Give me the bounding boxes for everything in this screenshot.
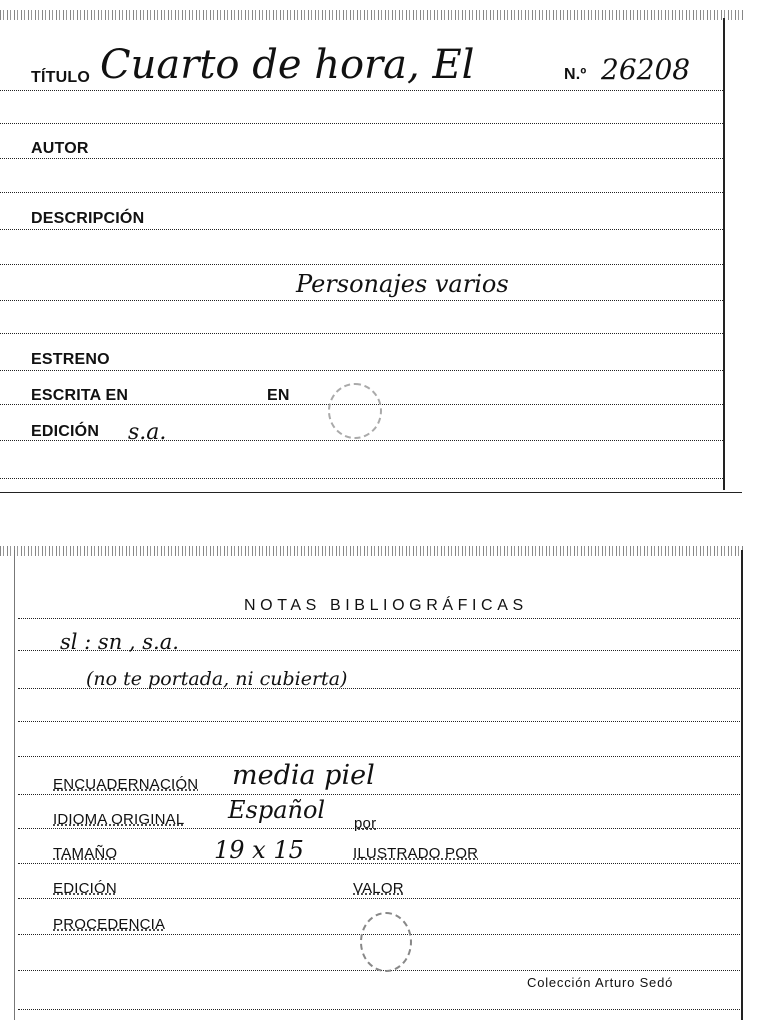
handwritten-number: 26208 [601,53,691,86]
label-descripcion: DESCRIPCIÓN [31,210,145,227]
stamp-mark [328,383,382,439]
stamp-mark [360,912,412,972]
label-edicion: EDICIÓN [31,423,100,440]
label-valor: VALOR [353,880,404,897]
handwritten-title: Cuarto de hora, El [100,42,475,88]
label-encuadernacion: ENCUADERNACIÓN [53,776,199,793]
label-tamano: TAMAÑO [53,845,118,862]
handwritten-binding: media piel [232,760,375,791]
rule [18,863,740,864]
rule [18,794,740,795]
footer-collection: Colección Arturo Sedó [527,975,674,990]
rule [0,158,723,159]
scan-noise [0,546,745,556]
rule [0,333,723,334]
handwritten-language: Español [228,796,326,824]
label-escrita-en: ESCRITA EN [31,387,129,404]
catalog-card-bottom [0,540,759,1028]
label-titulo: TÍTULO [31,69,90,86]
rule [18,1009,740,1010]
rule [18,618,740,619]
scan-noise [0,10,745,20]
rule [18,898,740,899]
rule [0,123,723,124]
label-autor: AUTOR [31,140,89,157]
card-left-edge [14,550,15,1020]
rule [18,828,740,829]
rule [0,192,723,193]
handwritten-note-1: sl : sn , s.a. [60,630,179,654]
handwritten-edition: s.a. [128,420,167,445]
rule [0,300,723,301]
rule [0,478,723,479]
rule [0,440,723,441]
card-bottom-edge [0,492,742,493]
card-right-edge [723,18,725,490]
label-idioma: IDIOMA ORIGINAL [53,811,185,828]
handwritten-note-2: (no te portada, ni cubierta) [86,668,348,690]
rule [18,756,740,757]
label-procedencia: PROCEDENCIA [53,916,166,933]
label-en: EN [267,387,290,404]
rule [18,721,740,722]
card-right-edge [741,550,743,1020]
handwritten-description: Personajes varios [296,270,509,298]
label-estreno: ESTRENO [31,351,110,368]
heading-notas: NOTAS BIBLIOGRÁFICAS [244,597,528,614]
label-por: por [354,815,377,832]
label-edicion-2: EDICIÓN [53,880,117,897]
label-numero: N.º [564,66,587,83]
label-ilustrado: ILUSTRADO POR [353,845,479,862]
catalog-card-top [0,0,759,495]
rule [0,264,723,265]
handwritten-size: 19 x 15 [214,836,304,864]
rule [0,229,723,230]
rule [0,90,723,91]
rule [0,370,723,371]
